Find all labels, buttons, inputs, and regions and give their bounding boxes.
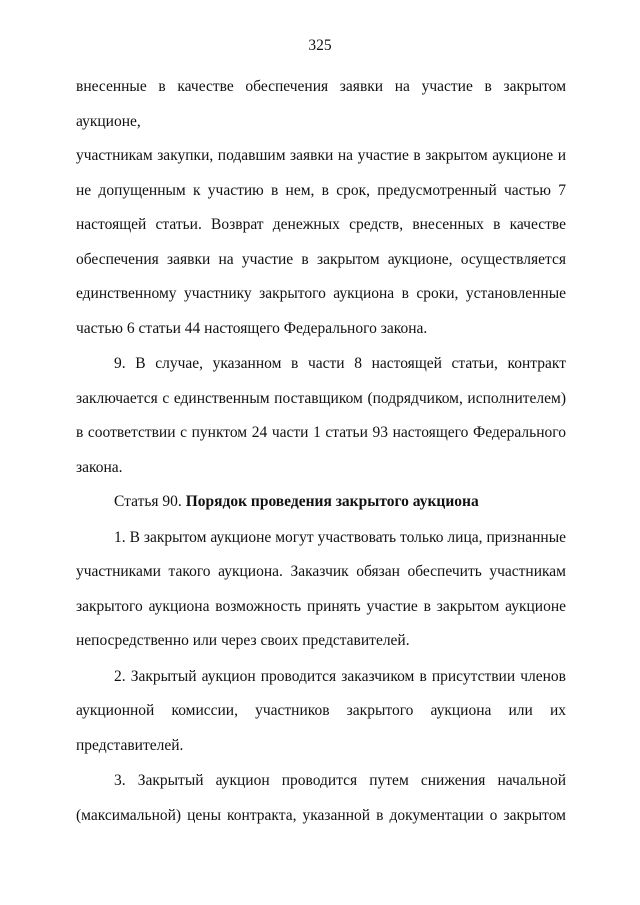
text-line: непосредственно или через своих представителей. bbox=[76, 632, 410, 649]
document-body bbox=[76, 70, 566, 833]
text-line: единственному участнику закрытого аукциона в сроки, установленные bbox=[76, 285, 566, 302]
text-line: 9. В случае, указанном в части 8 настоящей статьи, контракт bbox=[114, 355, 566, 372]
text-line: 3. Закрытый аукцион проводится путем снижения начальной bbox=[114, 772, 566, 789]
article-title: Порядок проведения закрытого аукциона bbox=[185, 493, 479, 510]
text-line: не допущенным к участию в нем, в срок, предусмотренный частью 7 bbox=[76, 181, 566, 199]
text-line: представителей. bbox=[76, 736, 184, 754]
text-line: закона. bbox=[76, 458, 123, 476]
text-line: 1. В закрытом аукционе могут участвовать только лица, признанные bbox=[114, 528, 566, 546]
text-line: частью 6 статьи 44 настоящего Федерального закона. bbox=[76, 319, 428, 337]
paragraph-item-3 bbox=[76, 764, 566, 833]
article-heading bbox=[76, 485, 566, 520]
text-line: заключается с единственным поставщиком (подрядчиком, исполнителем) bbox=[76, 389, 566, 407]
text-line: участниками такого аукциона. Заказчик обязан обеспечить участникам bbox=[76, 563, 566, 580]
text-line: 2. Закрытый аукцион проводится заказчиком в присутствии членов bbox=[114, 667, 566, 685]
text-line: закрытого аукциона возможность принять участие в закрытом аукционе bbox=[76, 597, 566, 615]
paragraph-item-9 bbox=[76, 347, 566, 485]
text-line: аукционной комиссии, участников закрытого аукциона или их bbox=[76, 702, 566, 719]
paragraph-continuation bbox=[76, 70, 566, 346]
page-number: 325 bbox=[308, 37, 332, 54]
text-line: обеспечения заявки на участие в закрытом аукционе, осуществляется bbox=[76, 250, 566, 268]
text-line: внесенные в качестве обеспечения заявки на участие в закрытом аукционе, bbox=[76, 78, 566, 130]
paragraph-item-2 bbox=[76, 660, 566, 764]
text-line: настоящей статьи. Возврат денежных средств, внесенных в качестве bbox=[76, 216, 566, 233]
paragraph-item-1 bbox=[76, 521, 566, 659]
text-line: в соответствии с пунктом 24 части 1 статьи 93 настоящего Федерального bbox=[76, 424, 566, 441]
text-line: участникам закупки, подавшим заявки на участие в закрытом аукционе и bbox=[76, 147, 566, 164]
text-line: (максимальной) цены контракта, указанной в документации о закрытом bbox=[76, 806, 566, 824]
article-prefix: Статья 90. bbox=[114, 493, 186, 510]
